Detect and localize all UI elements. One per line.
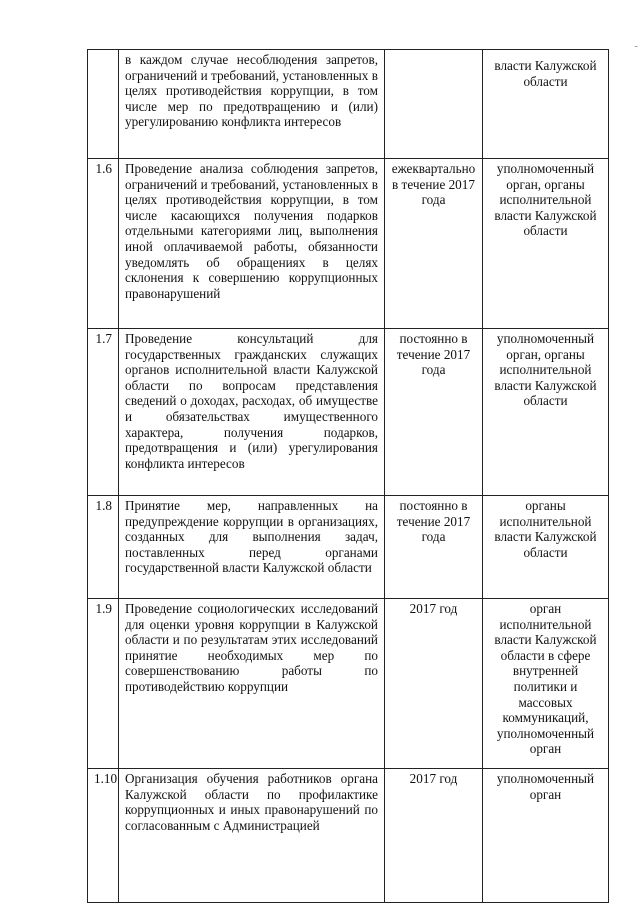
item-executor: власти Калужской области <box>483 50 609 159</box>
action-plan-table <box>87 49 609 903</box>
table-row <box>88 50 609 159</box>
table-row <box>88 769 609 903</box>
item-description: Организация обучения работников органа Калужской области по профилактике коррупционных и иных правонарушений по согласованным с Администрацией <box>119 769 385 903</box>
item-term: постоянно в течение 2017 года <box>385 496 483 599</box>
item-description: Проведение анализа соблюдения запретов, ограничений и требований, установленных в целях противодействия коррупции, в том числе касающихся получения подарков отдельными категориями лиц, выполнения иной оплачиваемой работы, обязанности уведомлять об обращениях в целях склонения к совершению коррупционных правонарушений <box>119 159 385 329</box>
table-row <box>88 159 609 329</box>
item-executor: уполномоченный орган, органы исполнительной власти Калужской области <box>483 159 609 329</box>
page-edge-mark: - <box>634 40 638 52</box>
item-number: 1.6 <box>88 159 119 329</box>
item-executor: органы исполнительной власти Калужской области <box>483 496 609 599</box>
item-description: в каждом случае несоблюдения запретов, ограничений и требований, установленных в целях противодействия коррупции, в том числе мер по предотвращению и (или) урегулированию конфликта интересов <box>119 50 385 159</box>
table-row <box>88 329 609 496</box>
item-term: постоянно в течение 2017 года <box>385 329 483 496</box>
item-number: 1.10 <box>88 769 119 903</box>
item-executor: уполномоченный орган, органы исполнительной власти Калужской области <box>483 329 609 496</box>
item-description: Проведение социологических исследований для оценки уровня коррупции в Калужской области и по результатам этих исследований принятие необходимых мер по совершенствованию работы по противодействию коррупции <box>119 599 385 769</box>
item-executor: уполномоченный орган <box>483 769 609 903</box>
item-number: 1.7 <box>88 329 119 496</box>
table-row <box>88 496 609 599</box>
item-description: Принятие мер, направленных на предупреждение коррупции в организациях, созданных для выполнения задач, поставленных перед органами государственной власти Калужской области <box>119 496 385 599</box>
table-row <box>88 599 609 769</box>
item-term: 2017 год <box>385 599 483 769</box>
item-term <box>385 50 483 159</box>
item-number <box>88 50 119 159</box>
item-term: 2017 год <box>385 769 483 903</box>
item-executor: орган исполнительной власти Калужской области в сфере внутренней политики и массовых коммуникаций, уполномоченный орган <box>483 599 609 769</box>
item-description: Проведение консультаций для государственных гражданских служащих органов исполнительной власти Калужской области по вопросам представления сведений о доходах, расходах, об имуществе и обязательствах имущественного характера, получения подарков, предотвращения и (или) урегулирования конфликта интересов <box>119 329 385 496</box>
item-term: ежеквартально в течение 2017 года <box>385 159 483 329</box>
item-number: 1.9 <box>88 599 119 769</box>
item-number: 1.8 <box>88 496 119 599</box>
